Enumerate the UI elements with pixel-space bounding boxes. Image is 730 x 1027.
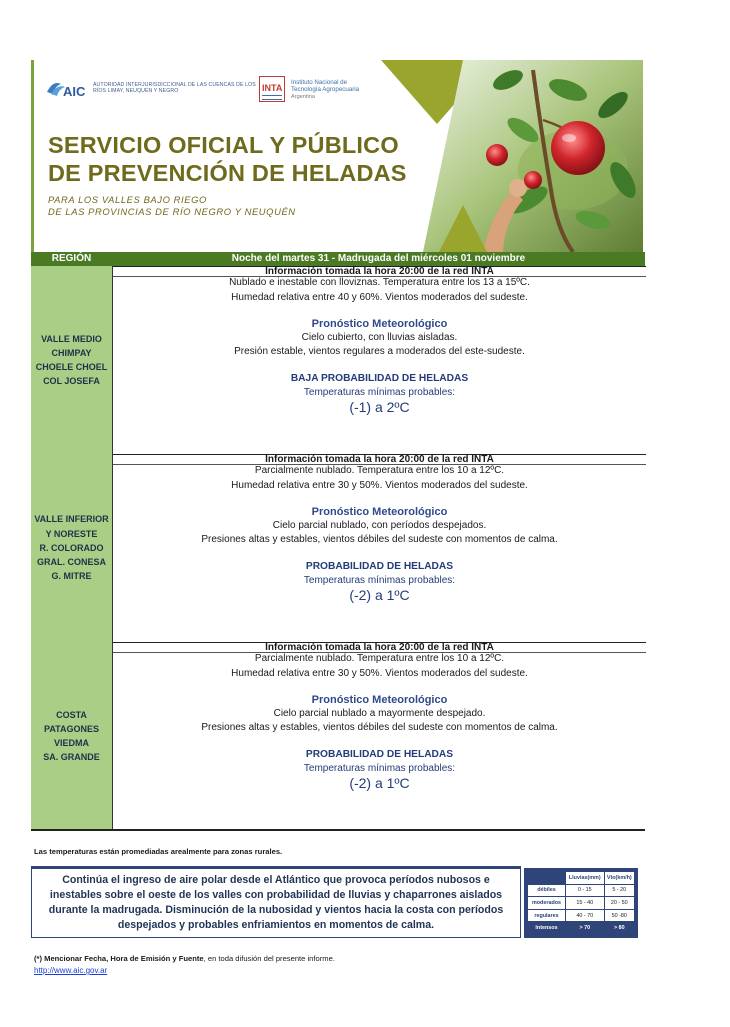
- region-name: R. COLORADO: [39, 542, 104, 553]
- legend-label: Intensos: [528, 922, 566, 935]
- legend-table: [527, 871, 635, 935]
- region-row-costa: [31, 642, 645, 830]
- forecast-line: Presión estable, vientos regulares a moderados del este-sudeste.: [234, 346, 525, 357]
- forecast-title: Pronóstico Meteorológico: [311, 506, 448, 518]
- region-names: [31, 642, 112, 830]
- observation-line: Humedad relativa entre 30 y 50%. Vientos moderados del sudeste.: [231, 480, 528, 491]
- min-temp-value: (-2) a 1ºC: [349, 775, 410, 791]
- banner-accent-bar: [31, 60, 34, 252]
- legend-label: débiles: [528, 884, 566, 897]
- legend-label: moderados: [528, 897, 566, 910]
- region-name: VALLE INFERIOR: [34, 514, 109, 525]
- forecast-line: Cielo parcial nublado a mayormente despejado.: [273, 708, 486, 719]
- region-name: GRAL. CONESA: [36, 557, 106, 568]
- subtitle: [48, 194, 296, 218]
- region-name: CHIMPAY: [51, 347, 92, 358]
- min-temp-value: (-1) a 2ºC: [349, 399, 410, 415]
- table-bottom-rule: [31, 829, 645, 831]
- forecast-line: Presiones altas y estables, vientos débiles del sudeste con momentos de calma.: [201, 534, 558, 545]
- inta-mark-icon: [259, 76, 285, 102]
- aic-wave-icon: [45, 74, 91, 100]
- observation-line: Humedad relativa entre 30 y 50%. Vientos moderados del sudeste.: [231, 668, 528, 679]
- inta-country: Argentina: [291, 93, 315, 100]
- region-info: [112, 642, 645, 830]
- inta-name: [291, 79, 387, 101]
- inta-logo-text: INTA: [262, 83, 283, 93]
- forecast-table: [31, 252, 645, 830]
- forecast-line: Cielo cubierto, con lluvias aisladas.: [301, 332, 458, 343]
- intensity-legend: [524, 868, 638, 938]
- info-source: Información tomada la hora 20:00 de la red INTA: [113, 642, 646, 653]
- legend-rain: > 70: [566, 922, 605, 935]
- forecast-line: Cielo parcial nublado, con períodos despejados.: [272, 520, 487, 531]
- legend-corner: [528, 872, 566, 885]
- region-info: [112, 454, 645, 642]
- forecast-line: Presiones altas y estables, vientos débiles del sudeste con momentos de calma.: [201, 722, 558, 733]
- observation-line: Parcialmente nublado. Temperatura entre los 10 a 12ºC.: [254, 465, 505, 476]
- legend-head-wind: Vto(km/h): [604, 872, 634, 885]
- header-banner: [31, 60, 643, 252]
- frost-risk: PROBABILIDAD DE HELADAS: [305, 749, 454, 760]
- min-temp-label: Temperaturas mínimas probables:: [303, 763, 456, 774]
- min-temp-label: Temperaturas mínimas probables:: [303, 387, 456, 398]
- aic-name: AUTORIDAD INTERJURISDICCIONAL DE LAS CUENCAS DE LOS RÍOS LIMAY, NEUQUÉN Y NEGRO: [93, 82, 256, 95]
- info-source: Información tomada la hora 20:00 de la red INTA: [113, 266, 646, 277]
- legend-wind: > 80: [604, 922, 634, 935]
- inta-name-line1: Instituto Nacional de: [291, 79, 348, 86]
- inta-logo: [259, 74, 389, 106]
- legend-wind: 50 -80: [604, 909, 634, 922]
- legend-wind: 20 - 50: [604, 897, 634, 910]
- region-row-valle-medio: [31, 266, 645, 454]
- region-name: PATAGONES: [43, 723, 99, 734]
- header-night: Noche del martes 31 - Madrugada del miércoles 01 noviembre: [231, 253, 526, 264]
- observation-line: Humedad relativa entre 40 y 60%. Vientos moderados del sudeste.: [231, 292, 528, 303]
- region-row-valle-inferior: [31, 454, 645, 642]
- synopsis-box: [31, 866, 521, 938]
- legend-rain: 0 - 15: [566, 884, 605, 897]
- aic-logo: [45, 74, 256, 102]
- observation-line: Nublado e inestable con lloviznas. Temperatura entre los 13 a 15ºC.: [229, 277, 530, 288]
- legend-wind: 5 - 20: [604, 884, 634, 897]
- info-source: Información tomada la hora 20:00 de la red INTA: [113, 454, 646, 465]
- region-name: VALLE MEDIO: [41, 333, 102, 344]
- observation-line: Parcialmente nublado. Temperatura entre los 10 a 12ºC.: [254, 653, 505, 664]
- forecast-title: Pronóstico Meteorológico: [311, 318, 448, 330]
- frost-risk: PROBABILIDAD DE HELADAS: [305, 561, 454, 572]
- aic-logo-text: AIC: [63, 84, 86, 99]
- region-name: G. MITRE: [51, 571, 92, 582]
- forecast-title: Pronóstico Meteorológico: [311, 694, 448, 706]
- region-info: [112, 266, 645, 454]
- header-region: REGIÓN: [51, 253, 92, 264]
- subtitle-line-2: DE LAS PROVINCIAS DE RÍO NEGRO Y NEUQUÉN: [48, 206, 296, 217]
- legend-rain: 15 - 40: [566, 897, 605, 910]
- title-line-1: SERVICIO OFICIAL Y PÚBLICO: [48, 132, 399, 158]
- frost-risk: BAJA PROBABILIDAD DE HELADAS: [290, 373, 469, 384]
- min-temp-value: (-2) a 1ºC: [349, 587, 410, 603]
- inta-name-line2: Tecnología Agropecuaria: [291, 86, 360, 94]
- table-header: [31, 252, 645, 266]
- min-temp-label: Temperaturas mínimas probables:: [303, 575, 456, 586]
- aic-website-link[interactable]: http://www.aic.gov.ar: [34, 966, 108, 975]
- region-name: Y NORESTE: [45, 528, 98, 539]
- legend-rain: 40 - 70: [566, 909, 605, 922]
- region-name: VIEDMA: [53, 738, 89, 748]
- region-names: [31, 454, 112, 642]
- region-name: COL JOSEFA: [43, 376, 100, 387]
- legend-head-rain: Lluvias(mm): [566, 872, 605, 885]
- synopsis-text: Continúa el ingreso de aire polar desde el Atlántico que provoca períodos nubosos e inestables sobre el oeste de los valles con probabilidad de lluvias y chaparrones aislados durante la madrugada. Disminución de la nubosidad y vientos hacia la costa con períodos despejados y probables enfriamientos en momentos de calma.: [48, 874, 504, 931]
- temperature-note: Las temperaturas están promediadas arealmente para zonas rurales.: [34, 847, 283, 856]
- footnote-rest: , en toda difusión del presente informe.: [203, 954, 335, 963]
- region-name: SA. GRANDE: [43, 752, 100, 763]
- footnote-bold: (*) Mencionar Fecha, Hora de Emisión y Fuente: [34, 954, 204, 963]
- footnote: [34, 954, 335, 963]
- region-name: COSTA: [56, 709, 87, 720]
- title-line-2: DE PREVENCIÓN DE HELADAS: [48, 160, 407, 186]
- legend-label: regulares: [528, 909, 566, 922]
- region-name: CHOELE CHOEL: [35, 362, 108, 372]
- decor-triangle-bottom: [439, 205, 487, 252]
- subtitle-line-1: PARA LOS VALLES BAJO RIEGO: [48, 194, 207, 205]
- region-names: [31, 266, 112, 454]
